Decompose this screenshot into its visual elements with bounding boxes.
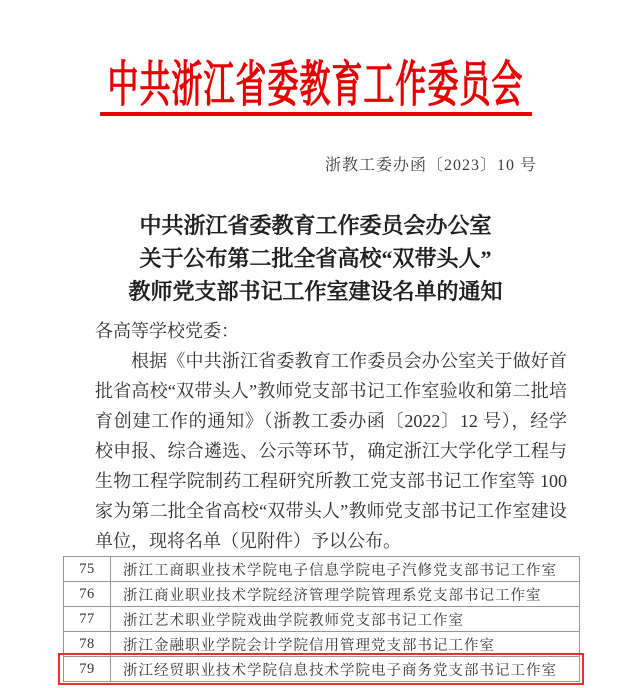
workstation-name-cell: 浙江金融职业学院会计学院信用管理党支部书记工作室 [123,637,495,654]
document-title-line-1: 中共浙江省委教育工作委员会办公室 [139,213,492,238]
table-row-highlighted [63,657,580,682]
org-name-text: 中共浙江省委教育工作委员会 [107,56,524,112]
table-row [63,607,580,632]
row-number-cell: 76 [64,582,111,606]
table-row [63,557,580,582]
table-row [63,632,580,657]
masthead [0,44,631,112]
row-number-cell: 79 [64,657,111,681]
masthead-divider-rule [100,112,532,116]
body-paragraph: 根据《中共浙江省委教育工作委员会办公室关于做好首批省高校“双带头人”教师党支部书记工作室验收和第二批培育创建工作的通知》（浙教工委办函〔2022〕12 号），经学校申报、综合遴选、公示等环节，确定浙江大学化学工程与生物工程学院制药工程研究所教工党支部书记工作室等 100 家为第二批全省高校“双带头人”教师党支部书记工作室建设单位，现将名单（见附件）予以公布。 [95,351,567,551]
workstation-name-cell: 浙江工商职业技术学院电子信息学院电子汽修党支部书记工作室 [123,562,557,579]
document-number: 浙教工委办函〔2023〕10 号 [324,157,537,174]
table-row [63,582,580,607]
row-number-cell: 77 [64,607,111,631]
workstation-name-cell: 浙江经贸职业技术学院信息技术学院电子商务党支部书记工作室 [123,662,557,679]
document-title-line-3: 教师党支部书记工作室建设名单的通知 [128,279,503,304]
document-body [95,316,567,556]
row-number-cell: 78 [64,632,111,656]
document-title [0,209,631,308]
workstation-name-cell: 浙江商业职业技术学院经济管理学院管理系党支部书记工作室 [123,587,542,604]
row-number-cell: 75 [64,557,111,581]
workstation-name-cell: 浙江艺术职业学院戏曲学院教师党支部书记工作室 [123,612,464,629]
salutation: 各高等学校党委： [95,321,239,341]
document-title-line-2: 关于公布第二批全省高校“双带头人” [139,246,492,271]
workstation-list-table [63,556,580,682]
